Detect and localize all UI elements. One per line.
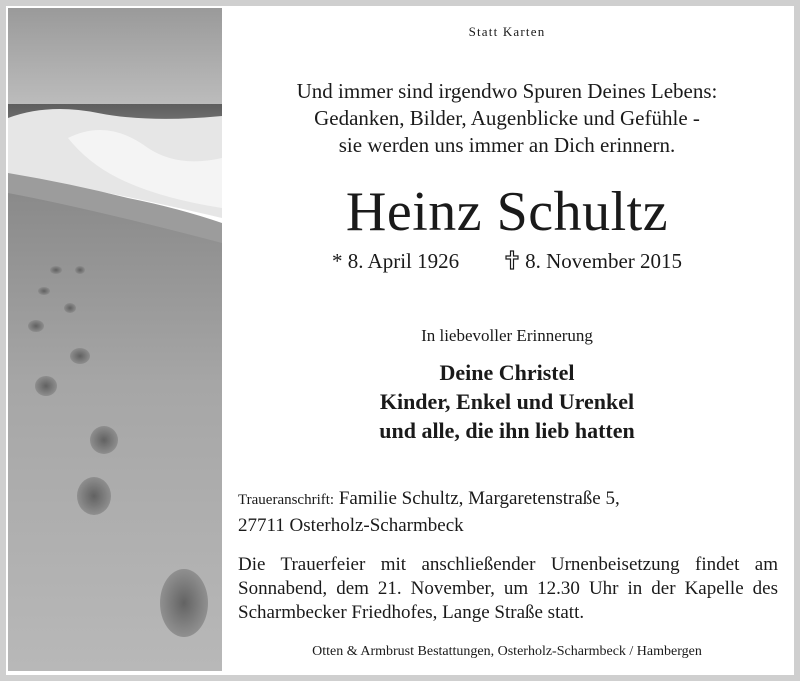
birth-date: * 8. April 1926 xyxy=(331,249,460,273)
mourner-line: und alle, die ihn lieb hatten xyxy=(379,418,635,443)
beach-image xyxy=(8,8,222,671)
statt-karten-header: Statt Karten xyxy=(468,24,546,39)
mourning-address xyxy=(238,486,788,538)
memory-line: In liebevoller Erinnerung xyxy=(421,326,593,345)
service-details: Die Trauerfeier mit anschließender Urnenbeisetzung findet am Sonnabend, dem 21. November, um 12.30 Uhr in der Kapelle des Scharmbecker Friedhofes, Lange Straße statt. xyxy=(238,554,778,623)
mourner-line: Kinder, Enkel und Urenkel xyxy=(379,389,635,414)
address-label: Traueranschrift: xyxy=(238,492,335,508)
footprints-beach-photo xyxy=(8,8,222,671)
poem-line: Und immer sind irgendwo Spuren Deines Lebens: xyxy=(296,79,718,103)
notice-content xyxy=(222,8,792,671)
address-line-1: Familie Schultz, Margaretenstraße 5, xyxy=(338,488,620,509)
mourner-line: Deine Christel xyxy=(439,360,575,385)
cross-icon xyxy=(505,250,519,276)
deceased-name: Heinz Schultz xyxy=(345,181,669,243)
memorial-poem xyxy=(222,78,792,159)
death-date: 8. November 2015 xyxy=(525,249,683,273)
mourners-list xyxy=(222,358,792,445)
funeral-home: Otten & Armbrust Bestattungen, Osterholz-Scharmbeck / Hambergen xyxy=(312,644,702,659)
address-line-2: 27711 Osterholz-Scharmbeck xyxy=(238,515,464,536)
poem-line: Gedanken, Bilder, Augenblicke und Gefühle - xyxy=(314,106,700,130)
poem-line: sie werden uns immer an Dich erinnern. xyxy=(338,133,676,157)
life-dates xyxy=(222,249,792,276)
